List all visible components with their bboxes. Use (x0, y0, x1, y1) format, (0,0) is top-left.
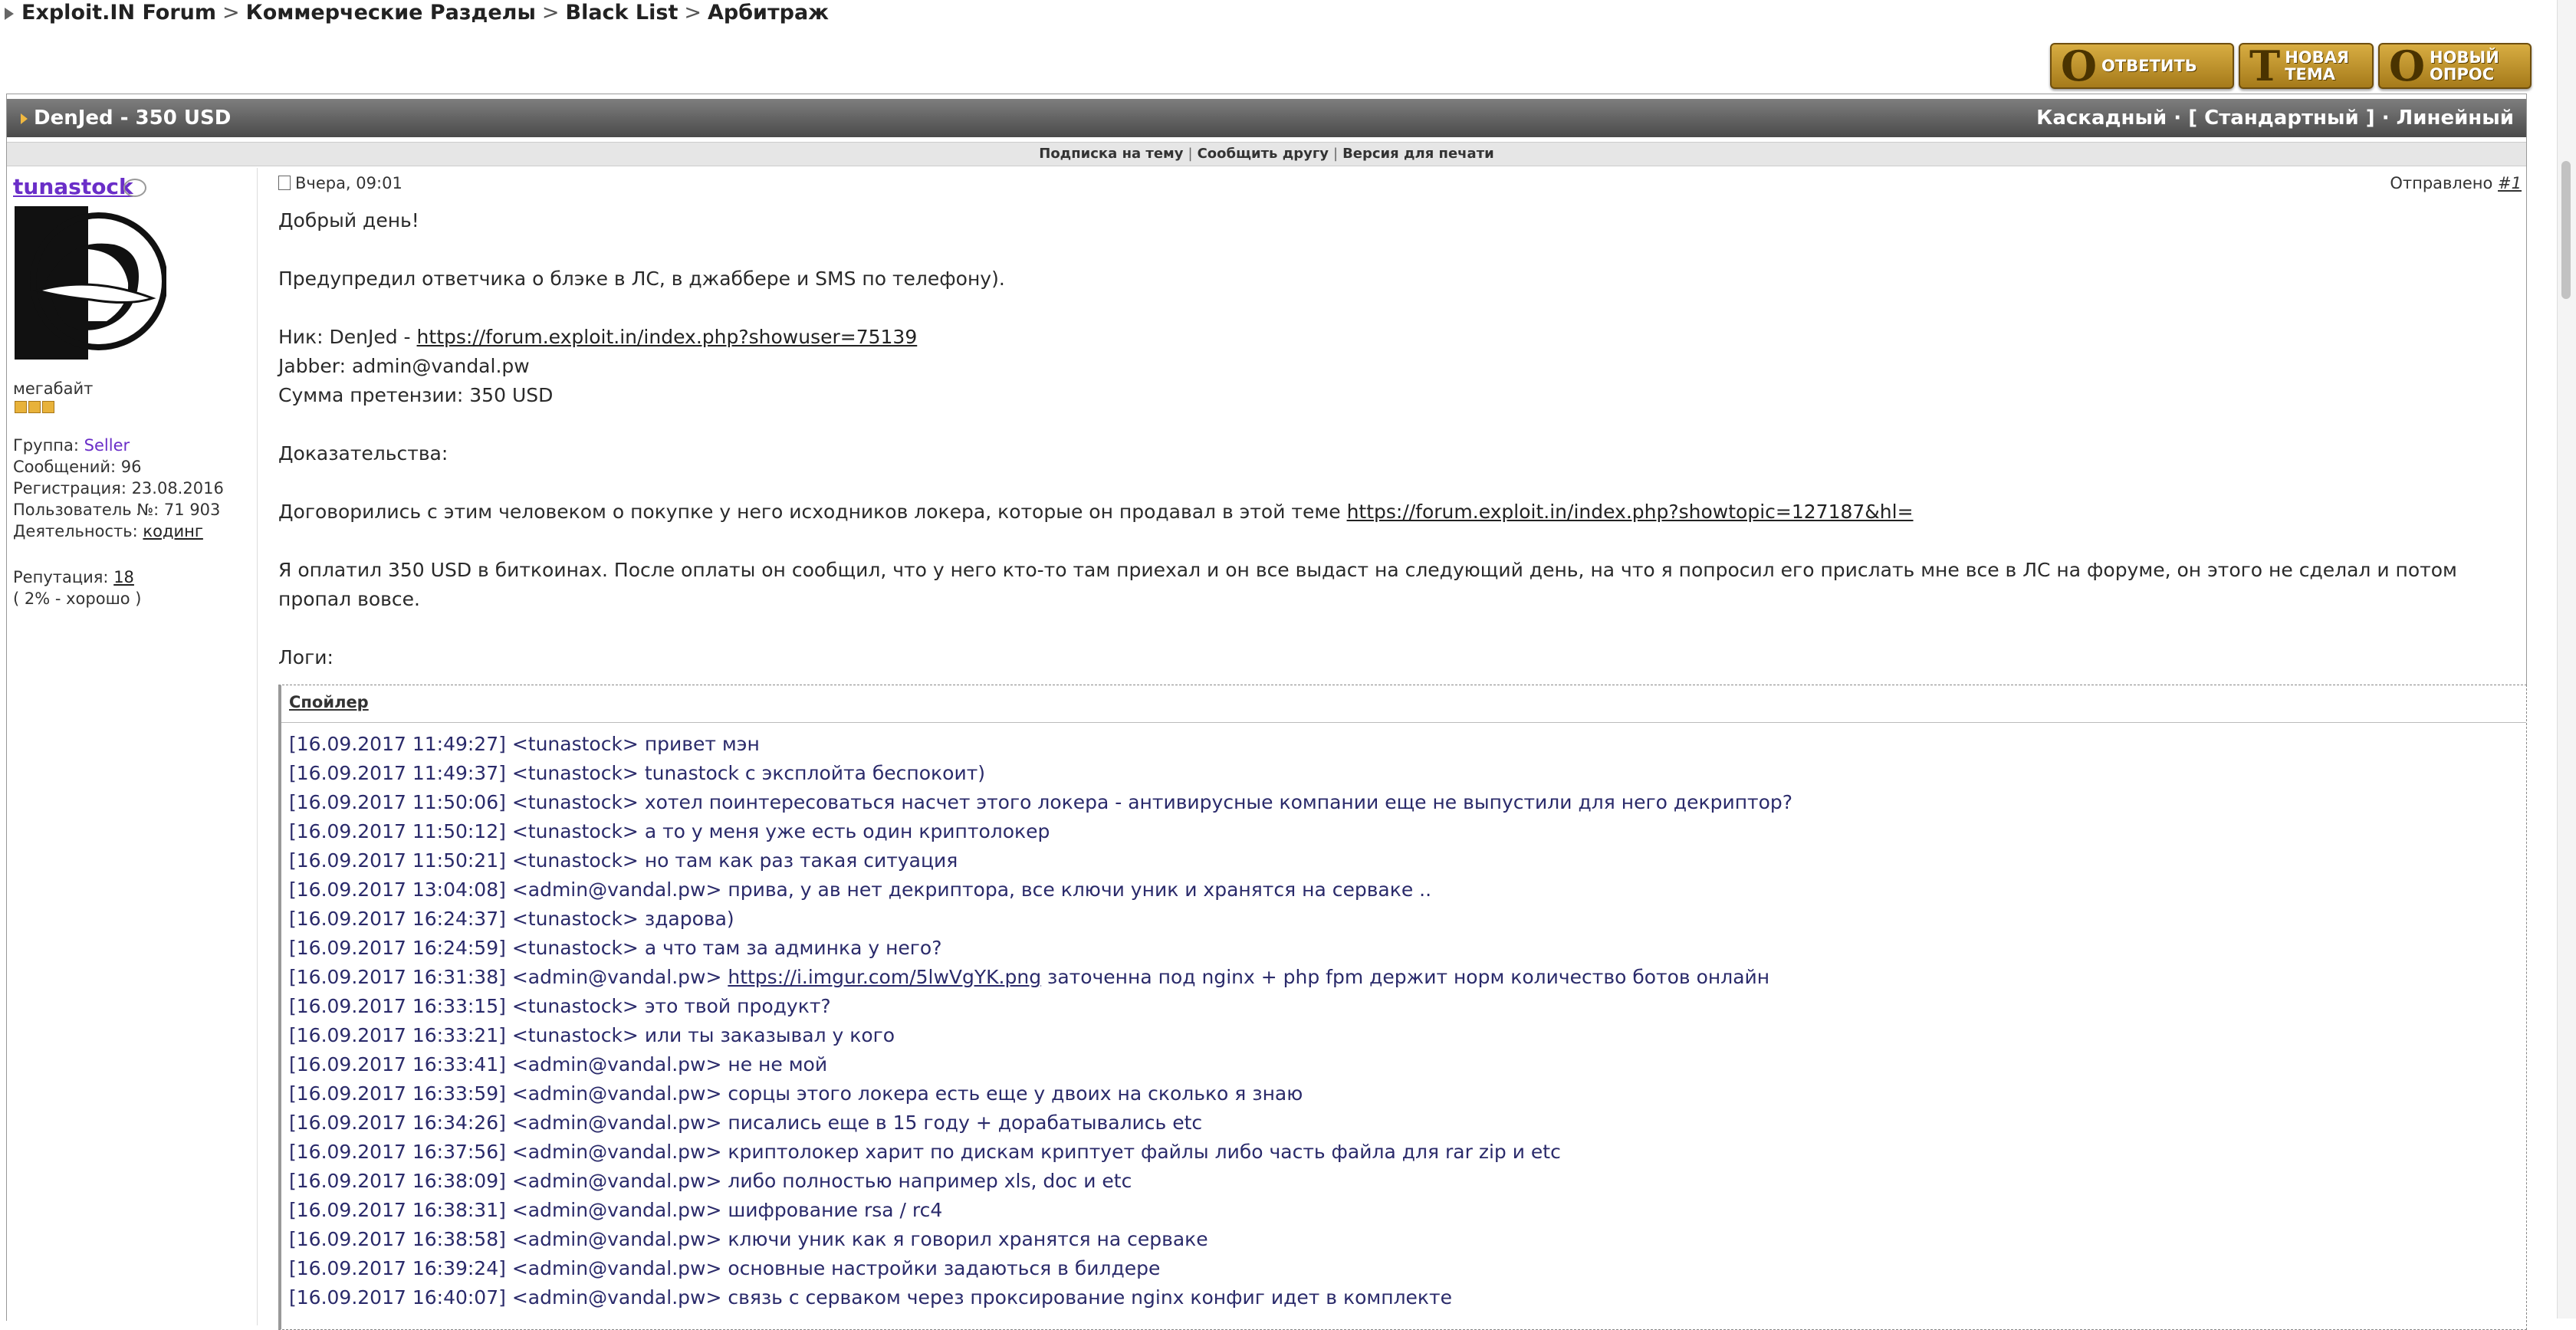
breadcrumb-link-commercial[interactable]: Коммерческие Разделы (245, 1, 536, 25)
post-nick-link[interactable]: https://forum.exploit.in/index.php?showuser=75139 (416, 326, 918, 348)
post-deal-text: Договорились с этим человеком о покупке у него исходников локера, которые он продавал в этой теме (278, 501, 1341, 523)
reply-button[interactable] (2050, 43, 2234, 89)
post-number-link[interactable]: #1 (2498, 174, 2522, 192)
chat-log-prefix: [16.09.2017 16:31:38] <admin@vandal.pw> (289, 966, 722, 988)
reputation-link[interactable]: 18 (113, 568, 134, 586)
author-reputation (13, 566, 142, 609)
breadcrumb-link-arbitration[interactable]: Арбитраж (707, 1, 830, 25)
private-message-icon[interactable] (123, 179, 146, 197)
rank-pips (15, 401, 54, 413)
author-activity-link[interactable]: кодинг (143, 522, 203, 540)
topic-frame (6, 94, 2527, 1321)
breadcrumb (5, 0, 829, 26)
chat-log-line-with-link (289, 963, 1792, 992)
author-group-label: Группа: (13, 436, 79, 455)
post-claim: Сумма претензии: 350 USD (278, 384, 554, 406)
reputation-label: Репутация: (13, 568, 109, 586)
spoiler-block (278, 685, 2527, 1330)
author-user-number: Пользователь №: 71 903 (13, 501, 221, 519)
author-activity (13, 521, 224, 542)
new-topic-button[interactable] (2239, 43, 2374, 89)
scrollbar-thumb[interactable] (2561, 161, 2571, 299)
author-info (13, 435, 224, 542)
chat-log-line: [16.09.2017 16:33:59] <admin@vandal.pw> сорцы этого локера есть еще у двоих на сколько я знаю (289, 1082, 1303, 1105)
author-rank: мегабайт (13, 379, 94, 398)
chat-log-line: [16.09.2017 11:50:12] <tunastock> а то у меня уже есть один криптолокер (289, 820, 1050, 842)
post-logs-label: Логи: (278, 646, 334, 668)
chat-log-suffix: заточенна под nginx + php fpm держит норм количество ботов онлайн (1047, 966, 1770, 988)
chat-log-line: [16.09.2017 16:38:58] <admin@vandal.pw> ключи уник как я говорил хранятся на серваке (289, 1228, 1208, 1250)
post-sent-label: Отправлено (2390, 174, 2493, 192)
post-paid: Я оплатил 350 USD в биткоинах. После оплаты он сообщил, что у него кто-то там приехал и он все выдаст на следующий день, на что я попросил его прислать мне все в ЛС на форуме, он этого не сделал и потом пропал вовсе. (278, 559, 2457, 610)
reputation-line (13, 566, 142, 588)
tell-friend-link[interactable]: Сообщить другу (1197, 146, 1329, 162)
author-name[interactable]: tunastock (13, 174, 133, 199)
chat-log-line: [16.09.2017 16:33:21] <tunastock> или ты заказывал у кого (289, 1024, 895, 1046)
new-poll-button-label (2430, 49, 2499, 83)
chat-log-line: [16.09.2017 16:37:56] <admin@vandal.pw> криптолокер харит по дискам криптует файлы либо часть файла для rar zip и etc (289, 1141, 1561, 1163)
new-topic-button-label (2285, 49, 2349, 83)
chat-log-line: [16.09.2017 16:24:37] <tunastock> здарова) (289, 908, 734, 930)
reply-button-letter: О (2061, 41, 2098, 90)
post-date (278, 174, 402, 192)
page-scrollbar[interactable] (2557, 0, 2576, 1319)
spoiler-header[interactable] (281, 685, 2526, 723)
chat-log-line: [16.09.2017 16:24:59] <tunastock> а что там за админка у него? (289, 937, 942, 959)
view-mode-dot: · (2174, 107, 2182, 130)
new-poll-label-line2: ОПРОС (2430, 65, 2495, 84)
chat-log-line: [16.09.2017 16:33:15] <tunastock> это твой продукт? (289, 995, 831, 1017)
new-poll-button[interactable] (2378, 43, 2532, 89)
chat-log-line: [16.09.2017 11:50:06] <tunastock> хотел поинтересоваться насчет этого локера - антивирусные компании еще не выпустили для него декриптор? (289, 791, 1793, 813)
chat-log-line: [16.09.2017 16:38:31] <admin@vandal.pw> шифрование rsa / rc4 (289, 1199, 943, 1221)
print-version-link[interactable]: Версия для печати (1342, 146, 1494, 162)
chat-log-image-link[interactable]: https://i.imgur.com/5lwVgYK.png (728, 966, 1042, 988)
post-deal (278, 498, 2517, 527)
post-content (271, 168, 2525, 1325)
subscribe-link[interactable]: Подписка на тему (1039, 146, 1184, 162)
view-mode-switcher (2036, 99, 2514, 137)
reputation-description: ( 2% - хорошо ) (13, 589, 142, 608)
reply-button-label: ОТВЕТИТЬ (2101, 57, 2197, 75)
post-warned: Предупредил ответчика о блэке в ЛС, в джаббере и SMS по телефону). (278, 268, 1005, 290)
author-registered: Регистрация: 23.08.2016 (13, 479, 224, 498)
new-topic-button-letter: Т (2249, 41, 2281, 90)
post-nick (278, 323, 2517, 352)
chat-log-line: [16.09.2017 13:04:08] <admin@vandal.pw> прива, у ав нет декриптора, все ключи уник и хранятся на серваке .. (289, 878, 1432, 901)
new-topic-label-line1: НОВАЯ (2285, 48, 2350, 67)
chat-log-line: [16.09.2017 16:39:24] <admin@vandal.pw> основные настройки задаються в билдере (289, 1257, 1161, 1279)
post-date-text: Вчера, 09:01 (295, 174, 402, 192)
author-group-value: Seller (84, 436, 130, 455)
new-poll-label-line1: НОВЫЙ (2430, 48, 2499, 67)
post-jabber: Jabber: admin@vandal.pw (278, 355, 530, 377)
document-icon (278, 176, 291, 190)
view-mode-dot: · (2381, 107, 2390, 130)
chat-log-line: [16.09.2017 16:40:07] <admin@vandal.pw> связь с серваком через проксирование nginx конфиг идет в комплекте (289, 1286, 1452, 1309)
view-mode-standard[interactable]: [ Стандартный ] (2188, 107, 2375, 130)
author-group (13, 435, 224, 456)
breadcrumb-link-forum[interactable]: Exploit.IN Forum (21, 1, 217, 25)
chat-log-line: [16.09.2017 11:49:27] <tunastock> привет мэн (289, 733, 760, 755)
chat-log-line: [16.09.2017 16:34:26] <admin@vandal.pw> писались еще в 15 году + дорабатывались etc (289, 1112, 1203, 1134)
breadcrumb-separator: > (541, 1, 560, 25)
topic-title (21, 99, 231, 137)
breadcrumb-separator: > (684, 1, 702, 25)
triangle-icon (21, 113, 28, 124)
avatar (15, 206, 166, 360)
chat-log-line: [16.09.2017 11:50:21] <tunastock> но там как раз такая ситуация (289, 849, 958, 872)
post-nick-label: Ник: DenJed - (278, 326, 411, 348)
view-mode-cascade[interactable]: Каскадный (2036, 107, 2167, 130)
chat-log-line: [16.09.2017 16:33:41] <admin@vandal.pw> не не мой (289, 1053, 828, 1075)
post-deal-link[interactable]: https://forum.exploit.in/index.php?showtopic=127187&hl= (1346, 501, 1914, 523)
post-greeting: Добрый день! (278, 209, 419, 232)
author-activity-label: Деятельность: (13, 522, 138, 540)
post-author-panel (7, 168, 258, 1325)
author-messages: Сообщений: 96 (13, 458, 142, 476)
new-topic-label-line2: ТЕМА (2285, 65, 2336, 84)
link-separator: | (1188, 146, 1193, 162)
topic-header-bar (7, 99, 2526, 137)
spoiler-title[interactable]: Спойлер (289, 693, 369, 711)
topic-title-text: DenJed - 350 USD (34, 107, 232, 130)
triangle-icon (5, 8, 14, 20)
rank-pip-icon (28, 401, 41, 413)
rank-pip-icon (15, 401, 27, 413)
post-body (278, 206, 2517, 701)
link-separator: | (1333, 146, 1339, 162)
breadcrumb-separator: > (222, 1, 240, 25)
post-evidence: Доказательства: (278, 442, 449, 465)
chat-log-line: [16.09.2017 11:49:37] <tunastock> tunastock с эксплойта беспокоит) (289, 762, 986, 784)
post-sent (2390, 174, 2522, 192)
view-mode-linear[interactable]: Линейный (2396, 107, 2514, 130)
chat-log-line: [16.09.2017 16:38:09] <admin@vandal.pw> либо полностью например xls, doc и etc (289, 1170, 1132, 1192)
rank-pip-icon (42, 401, 54, 413)
breadcrumb-link-blacklist[interactable]: Black List (565, 1, 678, 25)
topic-options-bar (7, 142, 2526, 166)
chat-log (289, 730, 1792, 1312)
avatar-image (15, 206, 166, 360)
thread-action-buttons (2050, 43, 2532, 89)
new-poll-button-letter: О (2389, 41, 2426, 90)
